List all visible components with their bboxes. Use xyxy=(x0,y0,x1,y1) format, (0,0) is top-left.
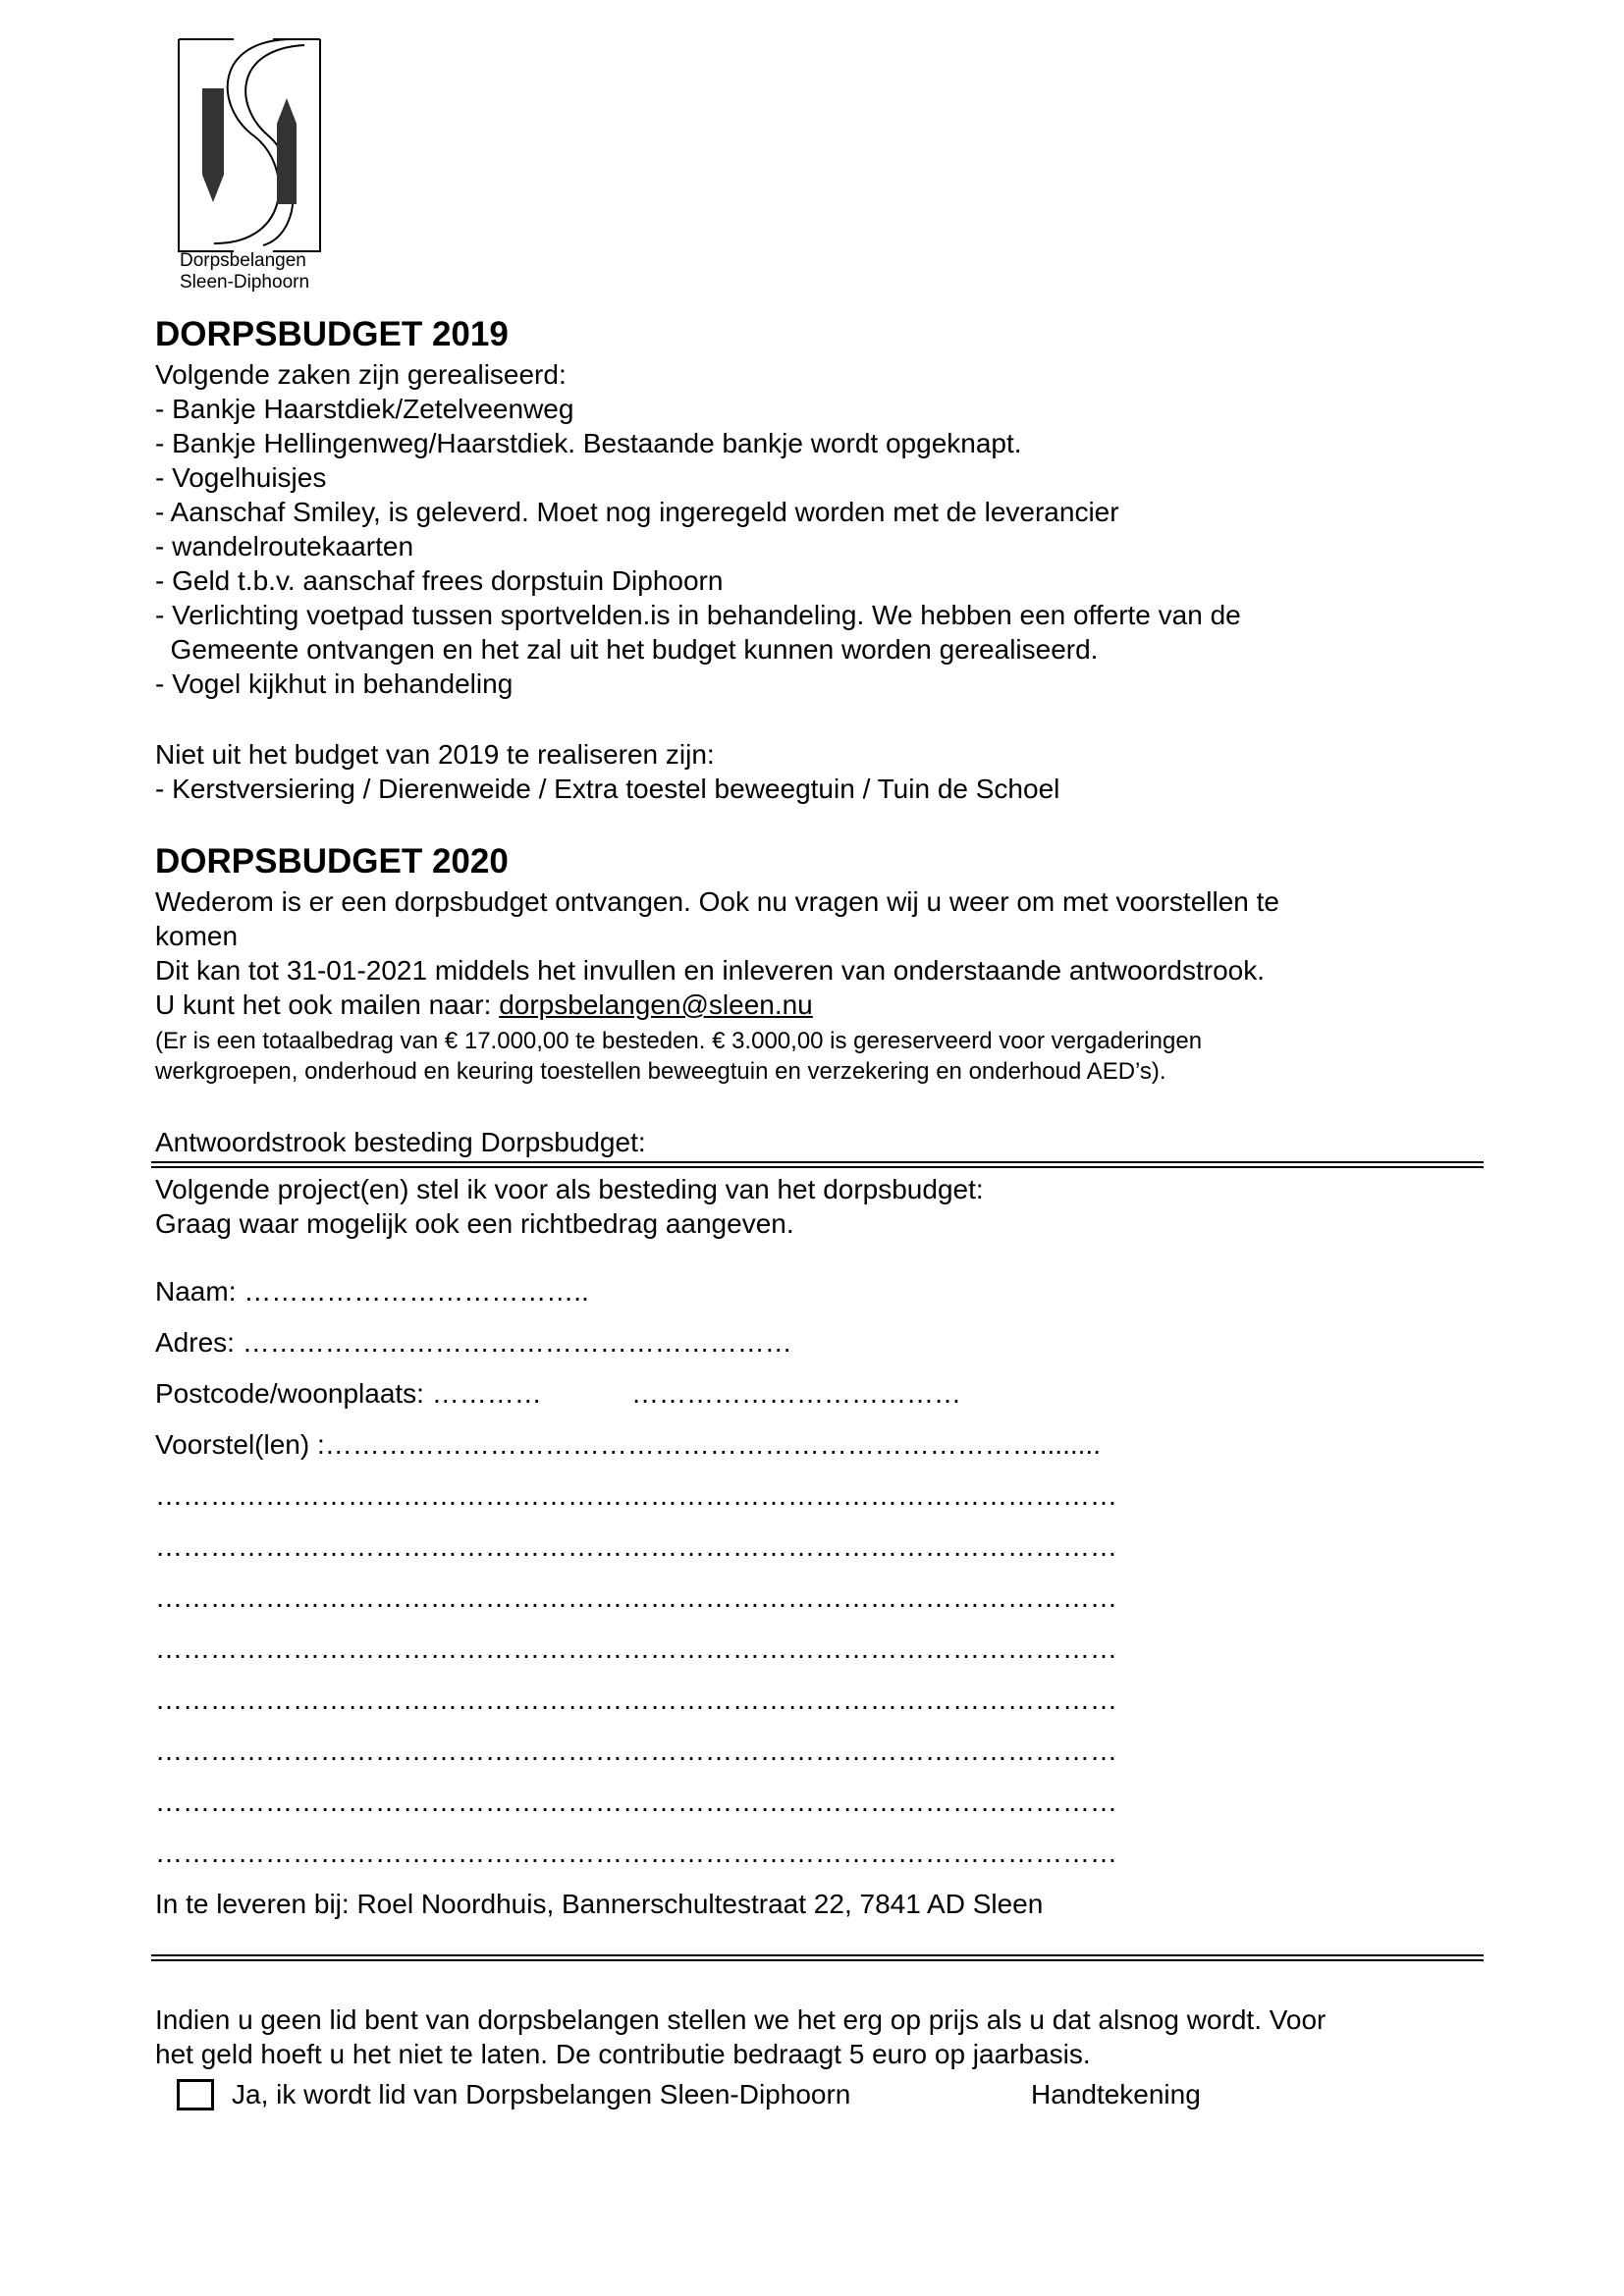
heading-2020: DORPSBUDGET 2020 xyxy=(155,842,509,881)
not-realized-items: - Kerstversiering / Dierenweide / Extra toestel beweegtuin / Tuin de Schoel xyxy=(155,774,1060,804)
proposal-dotted-line[interactable]: …………………………………………………………………………………………… xyxy=(155,1787,1117,1817)
proposal-dotted-line[interactable]: …………………………………………………………………………………………… xyxy=(155,1582,1117,1613)
double-rule-divider xyxy=(151,1161,1484,1168)
paragraph-line: Wederom is er een dorpsbudget ontvangen. Ook nu vragen wij u weer om met voorstellen te xyxy=(155,886,1279,917)
mail-line xyxy=(155,988,813,1022)
heading-2019: DORPSBUDGET 2019 xyxy=(155,315,509,353)
list-item: - Bankje Hellingenweg/Haarstdiek. Bestaande bankje wordt opgeknapt. xyxy=(155,428,1022,458)
city-field[interactable]: ……………………………… xyxy=(631,1378,961,1409)
name-field[interactable]: Naam: ……………………………….. xyxy=(155,1276,589,1307)
list-item: - wandelroutekaarten xyxy=(155,531,414,561)
proposal-dotted-line[interactable]: …………………………………………………………………………………………… xyxy=(155,1684,1117,1715)
note-line: (Er is een totaalbedrag van € 17.000,00 te besteden. € 3.000,00 is gereserveerd voor vergaderingen xyxy=(155,1028,1203,1054)
mail-link[interactable]: dorpsbelangen@sleen.nu xyxy=(499,989,813,1020)
list-item: - Vogelhuisjes xyxy=(155,462,327,493)
paragraph-line: komen xyxy=(155,921,239,951)
membership-text: het geld hoeft u het niet te laten. De contributie bedraagt 5 euro op jaarbasis. xyxy=(155,2039,1091,2069)
form-intro-line: Volgende project(en) stel ik voor als besteding van het dorpsbudget: xyxy=(155,1174,984,1204)
membership-checkbox-label: Ja, ik wordt lid van Dorpsbelangen Sleen-Diphoorn xyxy=(232,2079,851,2109)
list-item: - Aanschaf Smiley, is geleverd. Moet nog ingeregeld worden met de leverancier xyxy=(155,497,1119,527)
mail-prefix: U kunt het ook mailen naar: xyxy=(155,989,500,1020)
form-intro-line: Graag waar mogelijk ook een richtbedrag aangeven. xyxy=(155,1208,794,1239)
list-item: - Geld t.b.v. aanschaf frees dorpstuin Diphoorn xyxy=(155,565,724,596)
proposal-dotted-line[interactable]: …………………………………………………………………………………………… xyxy=(155,1480,1117,1511)
address-field[interactable]: Adres: …………………………………………………… xyxy=(155,1327,792,1358)
double-rule-divider xyxy=(151,1954,1484,1961)
membership-checkbox[interactable] xyxy=(177,2079,214,2110)
list-item: - Vogel kijkhut in behandeling xyxy=(155,668,514,699)
paragraph-line: Dit kan tot 31-01-2021 middels het invullen en inleveren van onderstaande antwoordstrook. xyxy=(155,955,1266,986)
list-item: - Bankje Haarstdiek/Zetelveenweg xyxy=(155,394,574,424)
logo-caption-line2: Sleen-Diphoorn xyxy=(180,272,310,293)
form-title: Antwoordstrook besteding Dorpsbudget: xyxy=(155,1127,646,1157)
postcode-field[interactable]: Postcode/woonplaats: ………… xyxy=(155,1378,542,1409)
list-item: - Verlichting voetpad tussen sportvelden.is in behandeling. We hebben een offerte van de xyxy=(155,600,1241,630)
deliver-to: In te leveren bij: Roel Noordhuis, Bannerschultestraat 22, 7841 AD Sleen xyxy=(155,1889,1044,1919)
logo-caption xyxy=(180,250,309,294)
logo-caption-line1: Dorpsbelangen xyxy=(180,250,306,271)
signature-label: Handtekening xyxy=(1031,2079,1201,2109)
list-item: Gemeente ontvangen en het zal uit het budget kunnen worden gerealiseerd. xyxy=(155,634,1099,665)
proposal-dotted-line[interactable]: …………………………………………………………………………………………… xyxy=(155,1531,1117,1562)
proposal-dotted-line[interactable]: …………………………………………………………………………………………… xyxy=(155,1735,1117,1766)
intro-2019: Volgende zaken zijn gerealiseerd: xyxy=(155,359,567,390)
proposal-dotted-line[interactable]: …………………………………………………………………………………………… xyxy=(155,1838,1117,1868)
membership-text: Indien u geen lid bent van dorpsbelangen stellen we het erg op prijs als u dat alsnog wordt. Voor xyxy=(155,2004,1326,2035)
proposal-field[interactable]: Voorstel(len) :……………………………………………………………………........ xyxy=(155,1429,1101,1460)
not-realized-intro: Niet uit het budget van 2019 te realiseren zijn: xyxy=(155,739,715,770)
note-line: werkgroepen, onderhoud en keuring toestellen beweegtuin en verzekering en onderhoud AED’s). xyxy=(155,1058,1166,1085)
proposal-dotted-line[interactable]: …………………………………………………………………………………………… xyxy=(155,1633,1117,1664)
